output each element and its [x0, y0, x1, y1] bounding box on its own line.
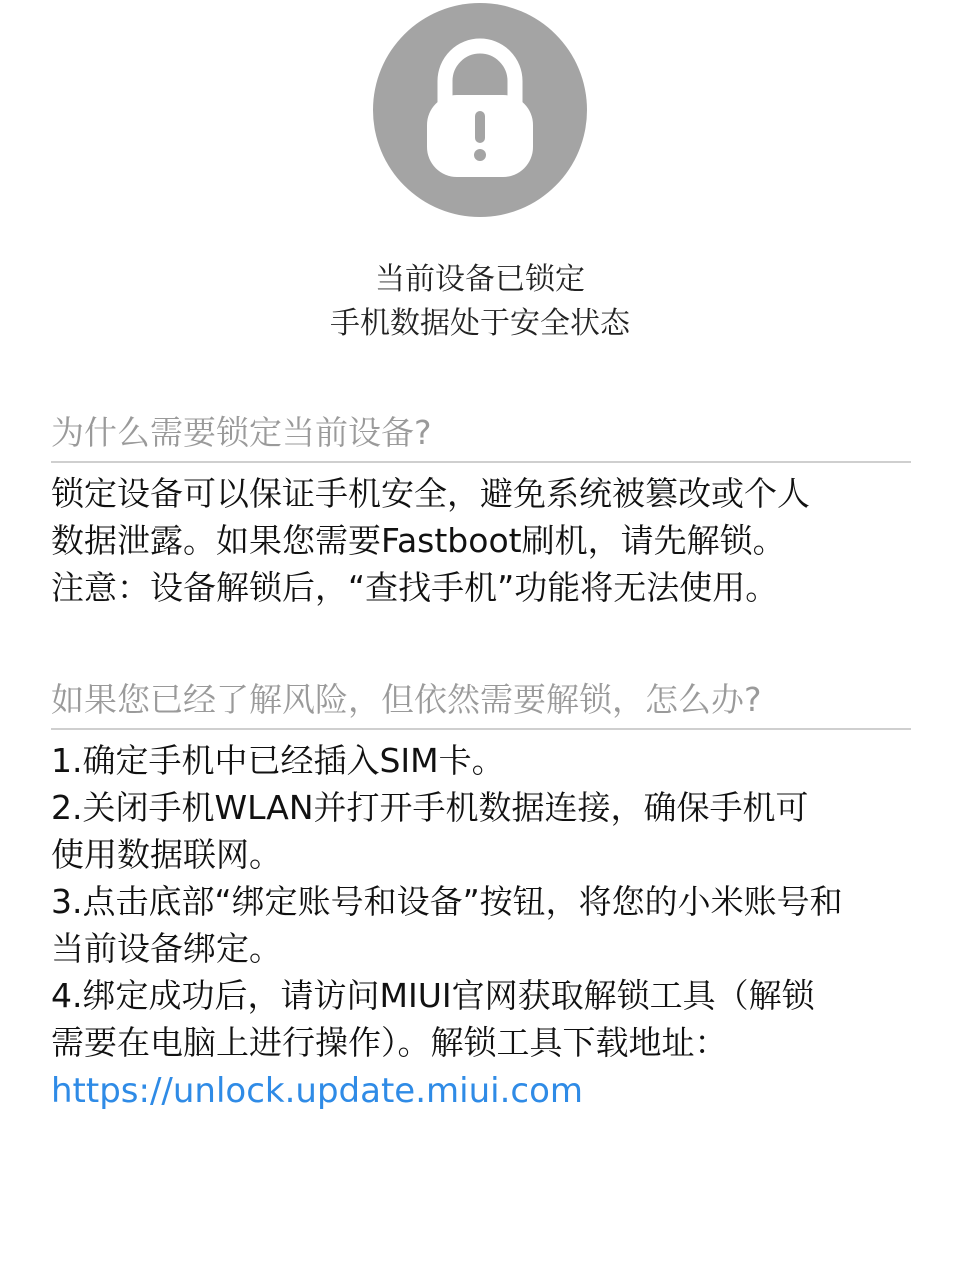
- unlock-tool-link[interactable]: https://unlock.update.miui.com: [51, 1071, 583, 1111]
- step-2-text: 2.关闭手机WLAN并打开手机数据连接，确保手机可: [51, 788, 809, 827]
- lock-status-subtitle: 手机数据处于安全状态: [330, 306, 630, 341]
- step-4-text: 4.绑定成功后，请访问MIUI官网获取解锁工具（解锁: [51, 976, 815, 1015]
- step-3-text-cont: 当前设备绑定。: [51, 929, 282, 968]
- lock-exclamation-icon: [373, 3, 587, 217]
- step-2-text-cont: 使用数据联网。: [51, 835, 282, 874]
- lock-status-badge: [373, 3, 587, 217]
- section-why-line: 注意：设备解锁后，“查找手机”功能将无法使用。: [51, 568, 779, 607]
- section-why-divider: [51, 461, 911, 463]
- section-why-line: 锁定设备可以保证手机安全，避免系统被篡改或个人: [51, 474, 810, 513]
- section-why-line: 数据泄露。如果您需要Fastboot刷机，请先解锁。: [51, 521, 786, 560]
- step-3-text: 3.点击底部“绑定账号和设备”按钮，将您的小米账号和: [51, 882, 843, 921]
- section-how-title: 如果您已经了解风险，但依然需要解锁，怎么办?: [51, 680, 762, 719]
- section-how-divider: [51, 728, 911, 730]
- section-why-title: 为什么需要锁定当前设备?: [51, 413, 432, 452]
- step-1-text: 1.确定手机中已经插入SIM卡。: [51, 741, 505, 780]
- lock-status-title: 当前设备已锁定: [375, 262, 585, 297]
- step-4-text-cont: 需要在电脑上进行操作）。解锁工具下载地址：: [51, 1023, 728, 1062]
